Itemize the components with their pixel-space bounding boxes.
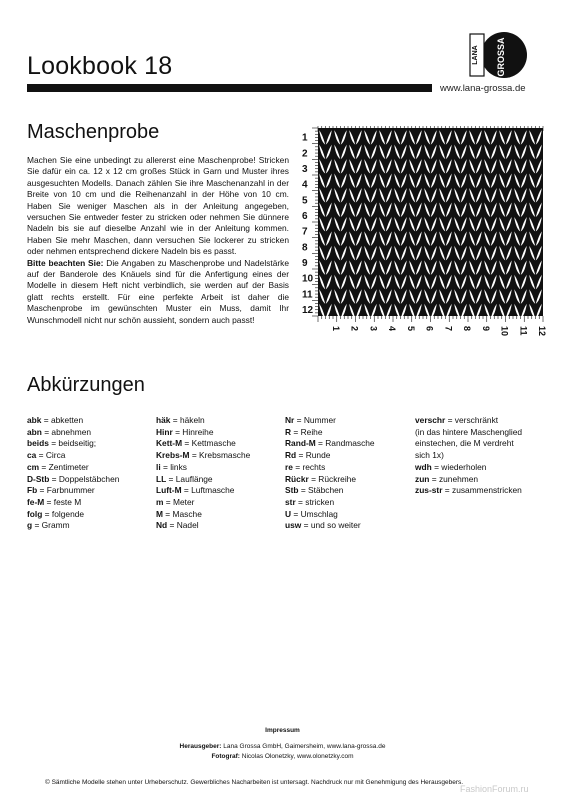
- publisher-label: Herausgeber:: [179, 743, 222, 750]
- abbreviation-definition: = Circa: [36, 450, 66, 461]
- abbreviation-entry: [156, 497, 250, 509]
- svg-text:GROSSA: GROSSA: [496, 37, 506, 77]
- abbreviation-definition: = Randmasche: [315, 438, 375, 449]
- gauge-swatch-illustration: [298, 126, 547, 344]
- abbreviation-entry: [285, 497, 375, 509]
- abbreviation-term: Hinr: [156, 426, 173, 437]
- abbreviation-entry: [27, 427, 119, 439]
- ruler-label-horizontal: 5: [405, 326, 416, 332]
- note-text: Die Angaben zu Maschenprobe und Nadelstärke auf der Banderole des Knäuels sind für die Anfertigung eines der Modelle in diesem Heft nicht verbindlich, sie werden auf der Basis glatt rechts erstellt. Für eine perfekte Arbeit ist daher die Maschenprobe im gewünschten Muster ein Muss, damit Ihr Wunschmodell nicht nur schön aussieht, sondern auch passt!: [27, 257, 289, 325]
- ruler-label-vertical: 3: [302, 164, 308, 175]
- maschenprobe-text: [27, 155, 289, 326]
- ruler-label-horizontal: 1: [330, 326, 341, 332]
- abbreviation-term: wdh: [415, 461, 432, 472]
- abbreviation-column-4: [415, 415, 522, 497]
- abbreviation-definition: = Kettmasche: [182, 438, 236, 449]
- abbreviation-entry: [27, 438, 119, 450]
- abbreviation-term: Krebs-M: [156, 450, 190, 461]
- abbreviation-definition: = Umschlag: [291, 508, 338, 519]
- watermark: FashionForum.ru: [460, 784, 529, 794]
- abbreviation-entry: [27, 462, 119, 474]
- ruler-label-vertical: 8: [302, 242, 308, 254]
- copyright-notice: © Sämtliche Modelle stehen unter Urheberschutz. Gewerbliches Nacharbeiten ist untersagt. Nachdruck nur mit Genehmigung des Herausgebers.: [45, 779, 464, 786]
- abbreviation-term: Rand-M: [285, 438, 316, 449]
- ruler-label-vertical: 1: [302, 132, 308, 144]
- abbreviation-entry: [27, 497, 119, 509]
- ruler-label-vertical: 4: [302, 179, 308, 191]
- abbreviation-entry: [285, 485, 375, 497]
- abbreviation-term: str: [285, 496, 296, 507]
- abbreviation-term: fe-M: [27, 496, 45, 507]
- abbreviation-entry: [156, 462, 250, 474]
- publisher-value: Lana Grossa GmbH, Gaimersheim, www.lana-grossa.de: [221, 743, 386, 750]
- lana-grossa-logo: [452, 30, 542, 80]
- abbreviation-term: Rückr: [285, 473, 309, 484]
- abbreviation-definition: = beidseitig;: [48, 438, 97, 449]
- abbreviation-definition: = Runde: [296, 450, 331, 461]
- abbreviation-definition: = Rückreihe: [308, 473, 356, 484]
- abbreviation-term: folg: [27, 508, 43, 519]
- abbreviation-entry: [27, 520, 119, 532]
- abbreviation-definition: = zunehmen: [429, 473, 479, 484]
- abbreviation-entry: [285, 520, 375, 532]
- abbreviation-entry: [27, 485, 119, 497]
- abbreviation-definition: = Lauflänge: [166, 473, 213, 484]
- ruler-label-vertical: 7: [302, 226, 308, 238]
- abbreviation-entry: [415, 462, 522, 474]
- abbreviation-column-3: [285, 415, 375, 532]
- abbreviation-term: D-Stb: [27, 473, 50, 484]
- impressum-title: Impressum: [265, 727, 300, 734]
- abbreviation-definition: = links: [160, 461, 187, 472]
- abbreviation-term: cm: [27, 461, 40, 472]
- abbreviation-entry: [285, 415, 375, 427]
- abbreviation-term: R: [285, 426, 292, 437]
- abbreviation-term: zun: [415, 473, 430, 484]
- abbreviation-term: verschr: [415, 415, 446, 425]
- abbreviation-term: li: [156, 461, 161, 472]
- abbreviation-entry: [156, 485, 250, 497]
- abbreviation-term: Fb: [27, 485, 38, 496]
- abbreviation-entry: [285, 462, 375, 474]
- abbreviation-definition: = stricken: [295, 496, 335, 507]
- ruler-label-horizontal: 10: [499, 326, 510, 337]
- ruler-label-vertical: 6: [302, 211, 308, 222]
- abbreviation-definition: = feste M: [44, 496, 82, 507]
- abbreviation-term: g: [27, 520, 33, 531]
- abbreviation-definition: = Krebsmasche: [189, 450, 251, 461]
- ruler-label-horizontal: 8: [462, 326, 472, 332]
- abbreviation-definition: = verschränkt: [445, 415, 499, 425]
- ruler-label-horizontal: 3: [368, 326, 379, 332]
- ruler-label-vertical: 11: [302, 289, 313, 301]
- abbreviation-definition: sich 1x): [415, 450, 444, 461]
- abbreviation-term: LL: [156, 473, 167, 484]
- abbreviation-definition: = Gramm: [32, 520, 70, 531]
- abbreviation-column-2: [156, 415, 250, 532]
- impressum-photographer: [0, 753, 565, 760]
- abbreviation-entry: [156, 427, 250, 439]
- abbreviation-term: abk: [27, 415, 42, 425]
- abbreviation-entry: [156, 438, 250, 450]
- abbreviation-definition: = zusammenstricken: [442, 485, 522, 496]
- maschenprobe-note: [27, 258, 289, 326]
- abbreviation-term: Nr: [285, 415, 295, 425]
- abbreviation-definition: = Meter: [163, 496, 195, 507]
- ruler-label-vertical: 9: [302, 258, 308, 269]
- abbreviation-definition: = Luftmasche: [181, 485, 235, 496]
- abbreviation-entry: [285, 450, 375, 462]
- abbreviation-entry: [156, 450, 250, 462]
- abbreviation-entry: [27, 509, 119, 521]
- abbreviation-term: ca: [27, 450, 37, 461]
- ruler-label-horizontal: 7: [443, 326, 454, 332]
- abbreviation-entry: [285, 438, 375, 450]
- abbreviation-entry: [285, 427, 375, 439]
- ruler-label-vertical: 2: [302, 148, 308, 160]
- abbreviation-column-1: [27, 415, 119, 532]
- abbreviation-definition: = abnehmen: [41, 426, 92, 437]
- abbreviation-term: beids: [27, 438, 49, 449]
- abbreviation-entry: [285, 474, 375, 486]
- abbreviation-definition: = Masche: [162, 508, 202, 519]
- header-rule: [27, 84, 432, 92]
- ruler-label-horizontal: 9: [480, 326, 491, 332]
- ruler-label-horizontal: 12: [537, 326, 547, 337]
- abbreviation-term: Luft-M: [156, 485, 182, 496]
- abbreviation-term: häk: [156, 415, 171, 425]
- abbreviation-definition: = wiederholen: [431, 461, 487, 472]
- abbreviation-definition: einstechen, die M verdreht: [415, 438, 514, 449]
- abbreviation-definition: = Stäbchen: [298, 485, 344, 496]
- photographer-label: Fotograf:: [211, 753, 240, 760]
- ruler-label-horizontal: 11: [518, 326, 529, 336]
- abbreviation-term: Kett-M: [156, 438, 183, 449]
- abbreviation-entry: [27, 450, 119, 462]
- ruler-label-horizontal: 2: [349, 326, 360, 332]
- ruler-label-vertical: 5: [302, 195, 308, 207]
- abbreviation-entry: [415, 415, 522, 427]
- impressum-publisher: [0, 743, 565, 750]
- ruler-label-horizontal: 4: [387, 326, 397, 332]
- abbreviation-entry: [285, 509, 375, 521]
- abbreviation-entry: [27, 474, 119, 486]
- section-heading-maschenprobe: Maschenprobe: [27, 121, 160, 143]
- abbreviation-term: Rd: [285, 450, 297, 461]
- abbreviation-definition: = Farbnummer: [37, 485, 95, 496]
- abbreviation-entry: [415, 427, 522, 439]
- abbreviation-definition: = Nummer: [294, 415, 336, 425]
- abbreviation-definition: = Nadel: [167, 520, 199, 531]
- abbreviation-definition: = folgende: [42, 508, 85, 519]
- abbreviation-term: Nd: [156, 520, 168, 531]
- page-title: Lookbook 18: [27, 52, 173, 80]
- abbreviation-definition: = rechts: [292, 461, 326, 472]
- svg-text:LANA: LANA: [472, 45, 479, 65]
- abbreviation-entry: [156, 509, 250, 521]
- abbreviation-term: re: [285, 461, 293, 472]
- abbreviation-entry: [156, 474, 250, 486]
- abbreviation-term: abn: [27, 426, 42, 437]
- abbreviation-entry: [27, 415, 119, 427]
- ruler-label-horizontal: 6: [424, 326, 435, 332]
- note-label: Bitte beachten Sie:: [27, 257, 104, 268]
- abbreviation-definition: = abketten: [41, 415, 84, 425]
- website-url[interactable]: www.lana-grossa.de: [440, 83, 526, 94]
- abbreviation-definition: = Doppelstäbchen: [49, 473, 120, 484]
- abbreviation-definition: = und so weiter: [301, 520, 361, 531]
- abbreviation-entry: [156, 520, 250, 532]
- abbreviation-entry: [415, 450, 522, 462]
- abbreviation-entry: [415, 474, 522, 486]
- abbreviation-definition: = Hinreihe: [172, 426, 214, 437]
- abbreviation-term: U: [285, 508, 292, 519]
- abbreviation-term: usw: [285, 520, 302, 531]
- abbreviation-term: M: [156, 508, 163, 519]
- abbreviation-definition: = Zentimeter: [39, 461, 89, 472]
- abbreviation-entry: [156, 415, 250, 427]
- ruler-label-vertical: 10: [302, 273, 314, 285]
- photographer-value: Nicolas Olonetzky, www.olonetzky.com: [239, 753, 354, 760]
- abbreviation-entry: [415, 485, 522, 497]
- maschenprobe-paragraph: Machen Sie eine unbedingt zu allererst eine Maschenprobe! Stricken Sie dafür ein ca. 12 x 12 cm großes Stück in Garn und Muster ihres ausgesuchten Modells. Danach zählen Sie ihre Maschenanzahl in der Breite von 10 cm und die Reihenanzahl in der Höhe von 10 cm. Haben Sie weniger Maschen als in der Anleitung angegeben, versuchen Sie entweder fester zu stricken oder nehmen Sie dünnere Nadeln bis sie auf dieselbe Anzahl wie in der Anleitung kommen. Haben Sie mehr Maschen, dann versuchen Sie lockerer zu stricken oder nehmen entsprechend dickere Nadeln bis es passt.: [27, 155, 289, 257]
- section-heading-abkuerzungen: Abkürzungen: [27, 374, 145, 396]
- abbreviation-entry: [415, 438, 522, 450]
- abbreviation-definition: = häkeln: [170, 415, 205, 425]
- abbreviation-definition: = Reihe: [291, 426, 323, 437]
- ruler-label-vertical: 12: [302, 305, 314, 316]
- abbreviation-term: zus-str: [415, 485, 443, 496]
- abbreviation-term: m: [156, 496, 164, 507]
- abbreviation-term: Stb: [285, 485, 299, 496]
- abbreviation-definition: (in das hintere Maschenglied: [415, 426, 523, 437]
